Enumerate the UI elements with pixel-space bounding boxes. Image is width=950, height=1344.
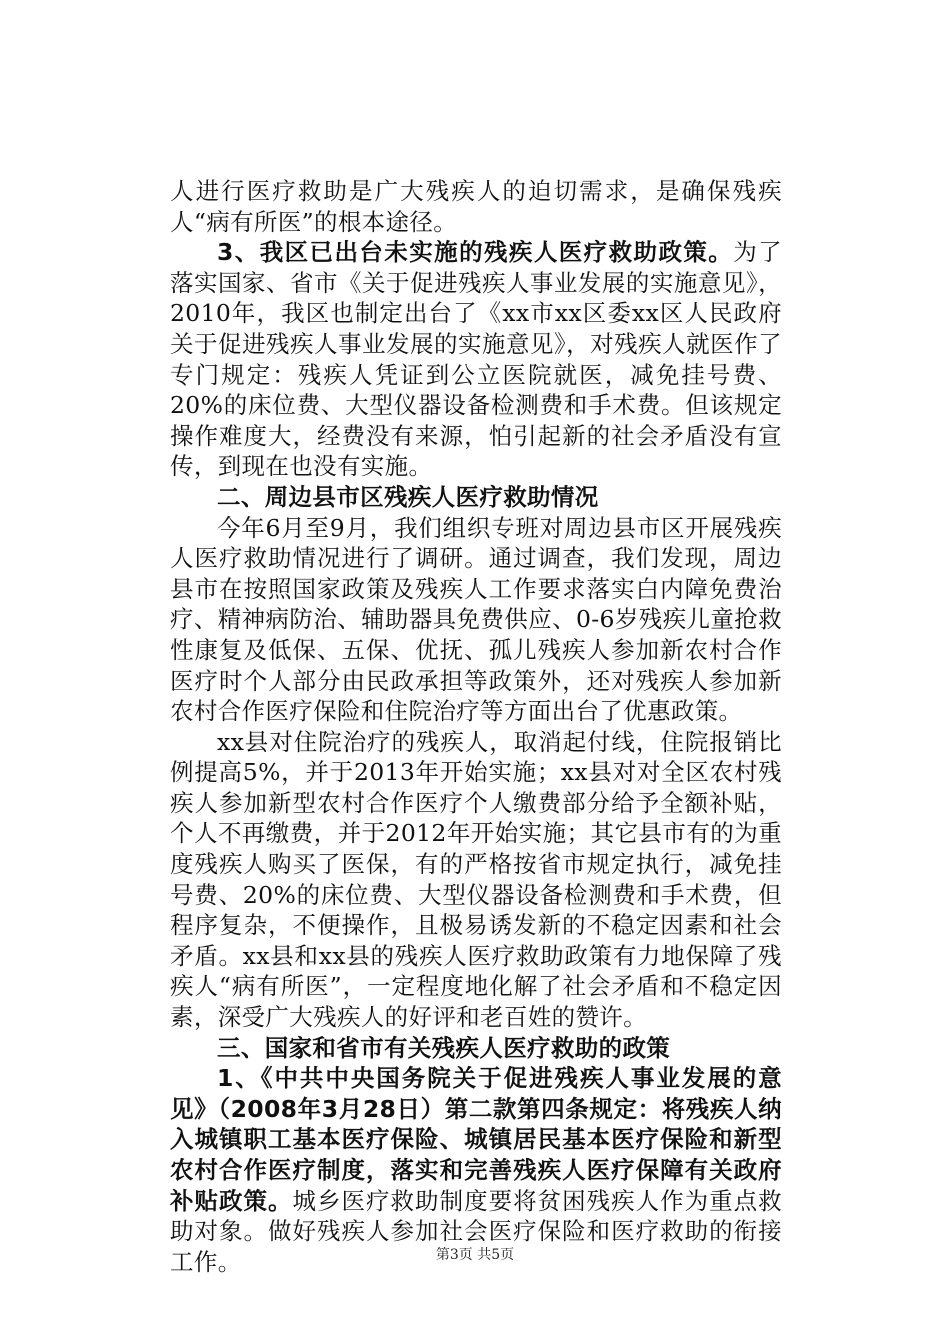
paragraph-body: 为了落实国家、省市《关于促进残疾人事业发展的实施意见》，2010年，我区也制定出台了《xx市xx区委xx区人民政府关于促进残疾人事业发展的实施意见》，对残疾人就医作了专门规定：残疾人凭证到公立医院就医，减免挂号费、20%的床位费、大型仪器设备检测费和手术费。但该规定操作难度大，经费没有来源，怕引起新的社会矛盾没有宣传，到现在也没有实施。 [170, 238, 783, 481]
paragraph-county-policies: xx县对住院治疗的残疾人，取消起付线，住院报销比例提高5%，并于2013年开始实施；xx县对对全区农村残疾人参加新型农村合作医疗个人缴费部分给予全额补贴，个人不再缴费，并于2012年开始实施；其它县市有的为重度残疾人购买了医保，有的严格按省市规定执行，减免挂号费、20%的床位费、大型仪器设备检测费和手术费，但程序复杂，不便操作，且极易诱发新的不稳定因素和社会矛盾。xx县和xx县的残疾人医疗救助政策有力地保障了残疾人“病有所医”，一定程度地化解了社会矛盾和不稳定因素，深受广大残疾人的好评和老百姓的赞许。 [170, 727, 782, 1032]
paragraph-body: 城乡医疗救助制度要将贫困残疾人作为重点救助对象。做好残疾人参加社会医疗保险和医疗救助的衔接工作。 [170, 1186, 782, 1276]
section-heading-3: 三、国家和省市有关残疾人医疗救助的政策 [217, 1033, 671, 1062]
paragraph-continued: 人进行医疗救助是广大残疾人的迫切需求，是确保残疾人“病有所医”的根本途径。 [170, 177, 782, 236]
document-body [170, 176, 782, 1277]
paragraph-policy-3 [170, 237, 782, 482]
paragraph-survey: 今年6月至9月，我们组织专班对周边县市区开展残疾人医疗救助情况进行了调研。通过调查，我们发现，周边县市在按照国家政策及残疾人工作要求落实白内障免费治疗、精神病防治、辅助器具免费供应、0-6岁残疾儿童抢救性康复及低保、五保、优抚、孤儿残疾人参加新农村合作医疗时个人部分由民政承担等政策外，还对残疾人参加新农村合作医疗保险和住院治疗等方面出台了优惠政策。 [170, 513, 782, 726]
paragraph-lead-bold: 1、《中共中央国务院关于促进残疾人事业发展的意见》（2008年3月28日）第二款第四条规定：将残疾人纳入城镇职工基本医疗保险、城镇居民基本医疗保险和新型农村合作医疗制度，落实和完善残疾人医疗保障有关政府补贴政策。 [170, 1064, 782, 1215]
page-footer: 第3页 共5页 [435, 1247, 515, 1263]
section-heading-2: 二、周边县市区残疾人医疗救助情况 [217, 482, 599, 511]
paragraph-lead-bold: 3、我区已出台未实施的残疾人医疗救助政策。 [217, 238, 734, 267]
